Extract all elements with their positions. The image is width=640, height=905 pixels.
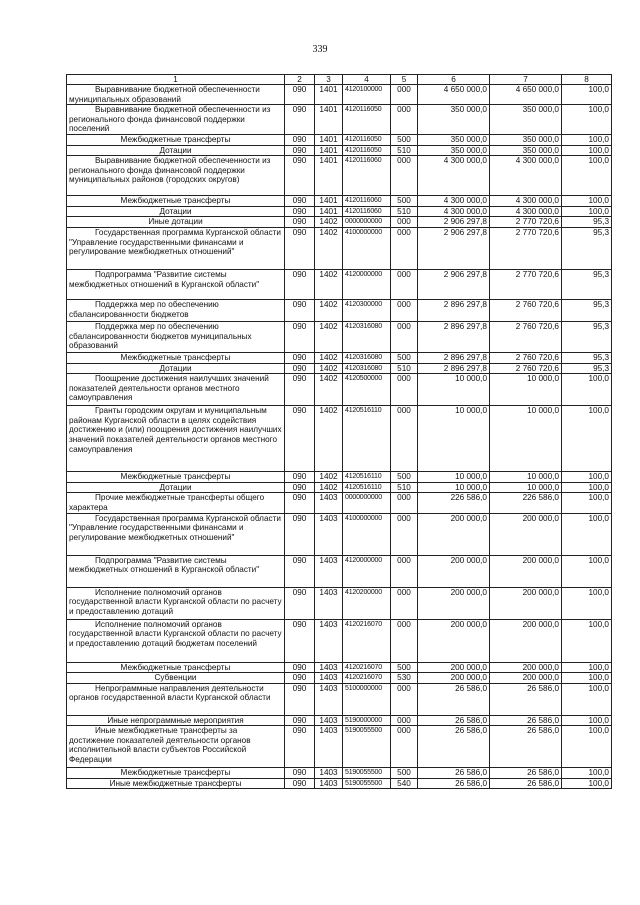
table-row (67, 493, 612, 513)
row-ministry-code: 090 (285, 715, 315, 726)
row-section-code: 1403 (315, 768, 343, 779)
budget-table (66, 74, 612, 789)
row-section-code: 1401 (315, 85, 343, 105)
row-expense-type: 000 (391, 299, 418, 321)
row-section-code: 1403 (315, 587, 343, 619)
row-expense-type: 000 (391, 85, 418, 105)
table-row (67, 555, 612, 587)
row-section-code: 1403 (315, 662, 343, 673)
row-expense-type: 000 (391, 493, 418, 513)
table-row (67, 145, 612, 156)
row-target-article: 5190055500 (343, 726, 391, 768)
row-executed-amount: 200 000,0 (490, 673, 562, 684)
row-expense-type: 000 (391, 227, 418, 269)
row-executed-amount: 26 586,0 (490, 726, 562, 768)
row-execution-percent: 100,0 (562, 406, 612, 472)
row-executed-amount: 4 300 000,0 (490, 196, 562, 207)
row-name: Дотации (67, 206, 285, 217)
row-name: Государственная программа Курганской области "Управление государственными финансами и регулирование межбюджетных отношений" (67, 227, 285, 269)
row-executed-amount: 26 586,0 (490, 778, 562, 789)
table-row (67, 217, 612, 228)
row-execution-percent: 100,0 (562, 85, 612, 105)
row-section-code: 1401 (315, 145, 343, 156)
row-ministry-code: 090 (285, 683, 315, 715)
row-target-article: 4120116060 (343, 206, 391, 217)
row-section-code: 1403 (315, 673, 343, 684)
row-name: Межбюджетные трансферты (67, 472, 285, 483)
row-ministry-code: 090 (285, 156, 315, 196)
row-ministry-code: 090 (285, 587, 315, 619)
table-row (67, 156, 612, 196)
row-name: Поддержка мер по обеспечению сбалансированности бюджетов муниципальных образований (67, 321, 285, 352)
row-planned-amount: 26 586,0 (418, 768, 490, 779)
row-planned-amount: 4 300 000,0 (418, 206, 490, 217)
row-executed-amount: 10 000,0 (490, 472, 562, 483)
table-row (67, 715, 612, 726)
row-planned-amount: 4 300 000,0 (418, 156, 490, 196)
row-execution-percent: 95,3 (562, 352, 612, 363)
row-expense-type: 500 (391, 196, 418, 207)
row-name: Непрограммные направления деятельности органов государственной власти Курганской области (67, 683, 285, 715)
row-target-article: 4120116060 (343, 196, 391, 207)
row-expense-type: 000 (391, 726, 418, 768)
table-row (67, 673, 612, 684)
row-ministry-code: 090 (285, 227, 315, 269)
row-executed-amount: 200 000,0 (490, 619, 562, 662)
row-expense-type: 500 (391, 352, 418, 363)
row-execution-percent: 100,0 (562, 134, 612, 145)
row-planned-amount: 200 000,0 (418, 555, 490, 587)
row-ministry-code: 090 (285, 352, 315, 363)
table-row (67, 321, 612, 352)
row-expense-type: 000 (391, 156, 418, 196)
row-name: Государственная программа Курганской области "Управление государственными финансами и регулирование межбюджетных отношений" (67, 513, 285, 555)
row-name: Иные межбюджетные трансферты (67, 778, 285, 789)
row-name: Поощрение достижения наилучших значений показателей деятельности органов местного самоуправления (67, 374, 285, 406)
row-ministry-code: 090 (285, 217, 315, 228)
row-section-code: 1401 (315, 105, 343, 135)
table-row (67, 227, 612, 269)
row-section-code: 1403 (315, 683, 343, 715)
row-execution-percent: 100,0 (562, 145, 612, 156)
table-row (67, 662, 612, 673)
row-ministry-code: 090 (285, 321, 315, 352)
row-target-article: 4120300000 (343, 299, 391, 321)
table-row (67, 768, 612, 779)
row-execution-percent: 100,0 (562, 778, 612, 789)
row-executed-amount: 10 000,0 (490, 374, 562, 406)
row-ministry-code: 090 (285, 619, 315, 662)
row-expense-type: 540 (391, 778, 418, 789)
row-name: Подпрограмма "Развитие системы межбюджетных отношений в Курганской области" (67, 269, 285, 299)
row-planned-amount: 26 586,0 (418, 726, 490, 768)
row-planned-amount: 2 896 297,8 (418, 352, 490, 363)
row-ministry-code: 090 (285, 363, 315, 374)
row-section-code: 1403 (315, 555, 343, 587)
row-expense-type: 000 (391, 105, 418, 135)
column-header: 8 (562, 75, 612, 85)
row-executed-amount: 200 000,0 (490, 662, 562, 673)
row-ministry-code: 090 (285, 206, 315, 217)
row-section-code: 1402 (315, 374, 343, 406)
row-executed-amount: 26 586,0 (490, 768, 562, 779)
row-name: Исполнение полномочий органов государственной власти Курганской области по расчету и предоставлению дотаций (67, 587, 285, 619)
row-execution-percent: 100,0 (562, 493, 612, 513)
row-target-article: 4120216070 (343, 619, 391, 662)
row-execution-percent: 100,0 (562, 673, 612, 684)
row-target-article: 0000000000 (343, 493, 391, 513)
row-target-article: 4120316080 (343, 352, 391, 363)
row-target-article: 4120316080 (343, 363, 391, 374)
row-name: Межбюджетные трансферты (67, 196, 285, 207)
row-executed-amount: 350 000,0 (490, 145, 562, 156)
row-name: Иные непрограммные мероприятия (67, 715, 285, 726)
table-row (67, 196, 612, 207)
row-section-code: 1401 (315, 196, 343, 207)
row-section-code: 1401 (315, 156, 343, 196)
row-expense-type: 000 (391, 321, 418, 352)
row-ministry-code: 090 (285, 134, 315, 145)
row-expense-type: 000 (391, 513, 418, 555)
row-planned-amount: 10 000,0 (418, 482, 490, 493)
row-target-article: 5190055500 (343, 778, 391, 789)
row-execution-percent: 100,0 (562, 196, 612, 207)
row-ministry-code: 090 (285, 726, 315, 768)
row-ministry-code: 090 (285, 555, 315, 587)
column-header: 4 (343, 75, 391, 85)
row-planned-amount: 26 586,0 (418, 683, 490, 715)
row-planned-amount: 26 586,0 (418, 778, 490, 789)
row-name: Исполнение полномочий органов государственной власти Курганской области по расчету и предоставлению дотаций бюджетам поселений (67, 619, 285, 662)
row-planned-amount: 200 000,0 (418, 662, 490, 673)
row-planned-amount: 226 586,0 (418, 493, 490, 513)
row-executed-amount: 2 770 720,6 (490, 227, 562, 269)
row-execution-percent: 100,0 (562, 619, 612, 662)
row-target-article: 4120000000 (343, 555, 391, 587)
row-section-code: 1402 (315, 363, 343, 374)
row-execution-percent: 100,0 (562, 555, 612, 587)
row-executed-amount: 4 650 000,0 (490, 85, 562, 105)
row-executed-amount: 2 760 720,6 (490, 363, 562, 374)
row-target-article: 5190055500 (343, 768, 391, 779)
row-name: Иные дотации (67, 217, 285, 228)
row-ministry-code: 090 (285, 482, 315, 493)
row-target-article: 4120116050 (343, 145, 391, 156)
row-executed-amount: 2 760 720,6 (490, 321, 562, 352)
row-executed-amount: 2 760 720,6 (490, 299, 562, 321)
table-row (67, 374, 612, 406)
row-target-article: 4120116050 (343, 134, 391, 145)
row-executed-amount: 26 586,0 (490, 683, 562, 715)
row-execution-percent: 100,0 (562, 768, 612, 779)
row-name: Дотации (67, 145, 285, 156)
row-ministry-code: 090 (285, 145, 315, 156)
row-planned-amount: 10 000,0 (418, 374, 490, 406)
row-executed-amount: 2 770 720,6 (490, 217, 562, 228)
row-execution-percent: 95,3 (562, 321, 612, 352)
row-execution-percent: 100,0 (562, 587, 612, 619)
row-execution-percent: 100,0 (562, 374, 612, 406)
table-row (67, 406, 612, 472)
row-ministry-code: 090 (285, 269, 315, 299)
row-planned-amount: 10 000,0 (418, 472, 490, 483)
row-execution-percent: 95,3 (562, 363, 612, 374)
row-ministry-code: 090 (285, 299, 315, 321)
row-section-code: 1403 (315, 493, 343, 513)
row-section-code: 1403 (315, 726, 343, 768)
row-name: Иные межбюджетные трансферты за достижение показателей деятельности органов исполнительной власти субъектов Российской Федерации (67, 726, 285, 768)
column-header: 6 (418, 75, 490, 85)
row-ministry-code: 090 (285, 374, 315, 406)
row-execution-percent: 95,3 (562, 269, 612, 299)
row-expense-type: 510 (391, 482, 418, 493)
row-executed-amount: 200 000,0 (490, 513, 562, 555)
row-section-code: 1402 (315, 299, 343, 321)
row-execution-percent: 100,0 (562, 482, 612, 493)
row-executed-amount: 4 300 000,0 (490, 206, 562, 217)
row-executed-amount: 10 000,0 (490, 406, 562, 472)
table-row (67, 105, 612, 135)
row-executed-amount: 200 000,0 (490, 555, 562, 587)
column-header: 2 (285, 75, 315, 85)
row-expense-type: 000 (391, 587, 418, 619)
row-ministry-code: 090 (285, 778, 315, 789)
row-name: Межбюджетные трансферты (67, 768, 285, 779)
row-ministry-code: 090 (285, 105, 315, 135)
column-header: 7 (490, 75, 562, 85)
row-target-article: 4120200000 (343, 587, 391, 619)
table-row (67, 85, 612, 105)
row-expense-type: 500 (391, 768, 418, 779)
row-execution-percent: 100,0 (562, 105, 612, 135)
row-planned-amount: 10 000,0 (418, 406, 490, 472)
table-row (67, 472, 612, 483)
row-section-code: 1403 (315, 513, 343, 555)
row-executed-amount: 2 760 720,6 (490, 352, 562, 363)
row-executed-amount: 226 586,0 (490, 493, 562, 513)
row-target-article: 4100000000 (343, 513, 391, 555)
row-executed-amount: 4 300 000,0 (490, 156, 562, 196)
table-header-row (67, 75, 612, 85)
row-executed-amount: 350 000,0 (490, 134, 562, 145)
row-target-article: 4120116050 (343, 105, 391, 135)
row-name: Гранты городским округам и муниципальным районам Курганской области в целях содействия достижению и (или) поощрения достижения наилучших значений показателей деятельности органов местного самоуправления (67, 406, 285, 472)
row-name: Выравнивание бюджетной обеспеченности муниципальных образований (67, 85, 285, 105)
table-row (67, 269, 612, 299)
row-section-code: 1403 (315, 619, 343, 662)
row-target-article: 4120500000 (343, 374, 391, 406)
row-expense-type: 000 (391, 555, 418, 587)
row-section-code: 1401 (315, 134, 343, 145)
row-expense-type: 510 (391, 206, 418, 217)
table-row (67, 587, 612, 619)
row-planned-amount: 4 300 000,0 (418, 196, 490, 207)
row-expense-type: 500 (391, 134, 418, 145)
row-executed-amount: 10 000,0 (490, 482, 562, 493)
row-expense-type: 000 (391, 715, 418, 726)
row-expense-type: 000 (391, 374, 418, 406)
row-execution-percent: 100,0 (562, 156, 612, 196)
row-target-article: 4120100000 (343, 85, 391, 105)
row-section-code: 1402 (315, 406, 343, 472)
row-section-code: 1402 (315, 227, 343, 269)
row-planned-amount: 2 896 297,8 (418, 321, 490, 352)
table-row (67, 683, 612, 715)
row-expense-type: 000 (391, 217, 418, 228)
table-row (67, 726, 612, 768)
row-expense-type: 510 (391, 363, 418, 374)
row-ministry-code: 090 (285, 85, 315, 105)
row-executed-amount: 26 586,0 (490, 715, 562, 726)
row-name: Межбюджетные трансферты (67, 662, 285, 673)
row-ministry-code: 090 (285, 472, 315, 483)
row-target-article: 4120116060 (343, 156, 391, 196)
column-header: 1 (67, 75, 285, 85)
row-name: Межбюджетные трансферты (67, 134, 285, 145)
row-target-article: 4120216070 (343, 662, 391, 673)
row-ministry-code: 090 (285, 673, 315, 684)
row-target-article: 4120516110 (343, 472, 391, 483)
row-execution-percent: 100,0 (562, 715, 612, 726)
table-row (67, 482, 612, 493)
row-ministry-code: 090 (285, 406, 315, 472)
row-name: Прочие межбюджетные трансферты общего характера (67, 493, 285, 513)
row-execution-percent: 100,0 (562, 662, 612, 673)
table-row (67, 513, 612, 555)
row-execution-percent: 95,3 (562, 227, 612, 269)
row-executed-amount: 350 000,0 (490, 105, 562, 135)
table-row (67, 352, 612, 363)
row-expense-type: 500 (391, 472, 418, 483)
column-header: 5 (391, 75, 418, 85)
row-planned-amount: 2 906 297,8 (418, 269, 490, 299)
row-section-code: 1402 (315, 352, 343, 363)
row-executed-amount: 200 000,0 (490, 587, 562, 619)
page-number: 339 (312, 44, 328, 55)
row-planned-amount: 200 000,0 (418, 587, 490, 619)
row-expense-type: 000 (391, 269, 418, 299)
row-planned-amount: 2 906 297,8 (418, 217, 490, 228)
row-name: Субвенции (67, 673, 285, 684)
table-row (67, 778, 612, 789)
row-planned-amount: 4 650 000,0 (418, 85, 490, 105)
row-expense-type: 000 (391, 683, 418, 715)
row-planned-amount: 350 000,0 (418, 134, 490, 145)
row-executed-amount: 2 770 720,6 (490, 269, 562, 299)
row-execution-percent: 100,0 (562, 513, 612, 555)
row-expense-type: 530 (391, 673, 418, 684)
row-execution-percent: 95,3 (562, 299, 612, 321)
row-target-article: 4120316080 (343, 321, 391, 352)
row-planned-amount: 26 586,0 (418, 715, 490, 726)
table-row (67, 299, 612, 321)
row-expense-type: 000 (391, 406, 418, 472)
row-target-article: 4100000000 (343, 227, 391, 269)
row-target-article: 5100000000 (343, 683, 391, 715)
row-planned-amount: 200 000,0 (418, 513, 490, 555)
row-expense-type: 500 (391, 662, 418, 673)
row-target-article: 4120516110 (343, 482, 391, 493)
row-target-article: 4120516110 (343, 406, 391, 472)
row-planned-amount: 350 000,0 (418, 145, 490, 156)
row-name: Выравнивание бюджетной обеспеченности из регионального фонда финансовой поддержки муниципальных районов (городских округов) (67, 156, 285, 196)
row-planned-amount: 2 896 297,8 (418, 299, 490, 321)
row-section-code: 1402 (315, 482, 343, 493)
row-name: Подпрограмма "Развитие системы межбюджетных отношений в Курганской области" (67, 555, 285, 587)
row-target-article: 4120216070 (343, 673, 391, 684)
row-execution-percent: 100,0 (562, 726, 612, 768)
row-expense-type: 510 (391, 145, 418, 156)
row-section-code: 1401 (315, 206, 343, 217)
row-section-code: 1402 (315, 217, 343, 228)
row-planned-amount: 200 000,0 (418, 673, 490, 684)
table-body (67, 85, 612, 789)
row-target-article: 4120000000 (343, 269, 391, 299)
row-planned-amount: 2 906 297,8 (418, 227, 490, 269)
table-row (67, 363, 612, 374)
table-row (67, 134, 612, 145)
row-planned-amount: 200 000,0 (418, 619, 490, 662)
table-row (67, 206, 612, 217)
row-name: Межбюджетные трансферты (67, 352, 285, 363)
row-ministry-code: 090 (285, 493, 315, 513)
column-header: 3 (315, 75, 343, 85)
row-section-code: 1403 (315, 715, 343, 726)
row-ministry-code: 090 (285, 662, 315, 673)
row-planned-amount: 2 896 297,8 (418, 363, 490, 374)
row-planned-amount: 350 000,0 (418, 105, 490, 135)
row-section-code: 1403 (315, 778, 343, 789)
row-expense-type: 000 (391, 619, 418, 662)
row-target-article: 0000000000 (343, 217, 391, 228)
table-row (67, 619, 612, 662)
row-name: Поддержка мер по обеспечению сбалансированности бюджетов (67, 299, 285, 321)
row-name: Выравнивание бюджетной обеспеченности из регионального фонда финансовой поддержки поселений (67, 105, 285, 135)
row-execution-percent: 100,0 (562, 683, 612, 715)
row-section-code: 1402 (315, 321, 343, 352)
row-ministry-code: 090 (285, 513, 315, 555)
row-ministry-code: 090 (285, 768, 315, 779)
row-ministry-code: 090 (285, 196, 315, 207)
row-name: Дотации (67, 482, 285, 493)
row-name: Дотации (67, 363, 285, 374)
row-section-code: 1402 (315, 269, 343, 299)
row-execution-percent: 95,3 (562, 217, 612, 228)
row-execution-percent: 100,0 (562, 472, 612, 483)
row-execution-percent: 100,0 (562, 206, 612, 217)
row-target-article: 5190000000 (343, 715, 391, 726)
row-section-code: 1402 (315, 472, 343, 483)
